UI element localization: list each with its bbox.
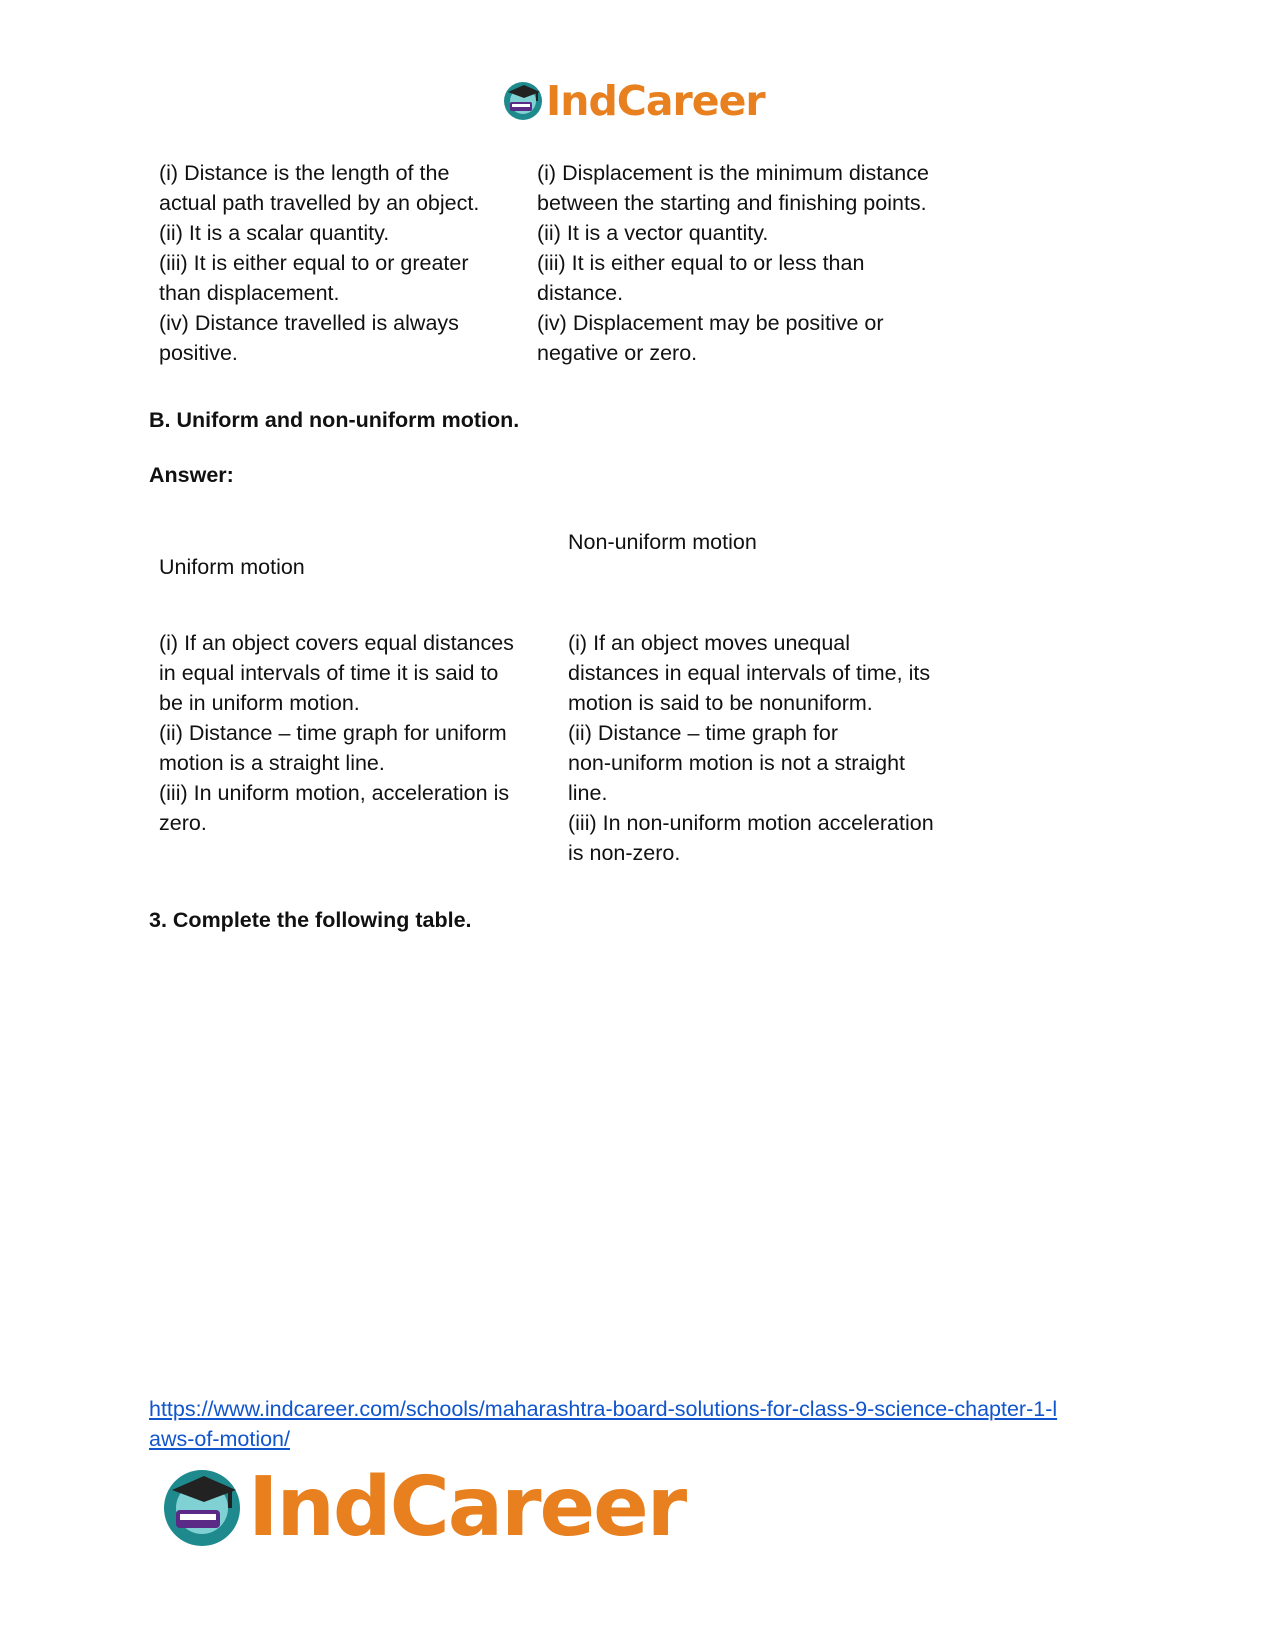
nonuniform-motion-line: line.	[568, 781, 608, 805]
header-logo	[502, 76, 765, 125]
section-b-heading: B. Uniform and non-uniform motion.	[149, 408, 520, 432]
distance-line: than displacement.	[159, 281, 340, 305]
footer-logo	[160, 1460, 686, 1555]
distance-line: (ii) It is a scalar quantity.	[159, 221, 390, 245]
distance-line: (iii) It is either equal to or greater	[159, 251, 469, 275]
graduation-book-icon	[502, 80, 544, 122]
distance-column	[159, 158, 479, 368]
source-url-link[interactable]	[149, 1394, 1057, 1454]
nonuniform-motion-line: (ii) Distance – time graph for	[568, 721, 839, 745]
displacement-line: (ii) It is a vector quantity.	[537, 221, 769, 245]
nonuniform-motion-line: (iii) In non-uniform motion acceleration	[568, 811, 934, 835]
uniform-motion-line: (i) If an object covers equal distances	[159, 631, 514, 655]
displacement-column	[537, 158, 929, 368]
displacement-line: between the starting and finishing points.	[537, 191, 927, 215]
source-url-line-1[interactable]: https://www.indcareer.com/schools/maharashtra-board-solutions-for-class-9-science-chapter-1-l	[149, 1397, 1058, 1421]
displacement-line: (iv) Displacement may be positive or	[537, 311, 884, 335]
uniform-motion-line: motion is a straight line.	[159, 751, 385, 775]
nonuniform-motion-header: Non-uniform motion	[568, 530, 757, 554]
displacement-line: (iii) It is either equal to or less than	[537, 251, 865, 275]
answer-label: Answer:	[149, 463, 234, 487]
uniform-motion-line: in equal intervals of time it is said to	[159, 661, 499, 685]
uniform-motion-line: zero.	[159, 811, 207, 835]
uniform-motion-line: (ii) Distance – time graph for uniform	[159, 721, 507, 745]
nonuniform-motion-line: (i) If an object moves unequal	[568, 631, 851, 655]
footer-brand-name: IndCareer	[248, 1460, 686, 1555]
header-brand-name: IndCareer	[546, 76, 765, 125]
question-3-heading: 3. Complete the following table.	[149, 908, 472, 932]
distance-line: actual path travelled by an object.	[159, 191, 480, 215]
graduation-book-icon	[160, 1466, 244, 1550]
nonuniform-motion-line: non-uniform motion is not a straight	[568, 751, 905, 775]
displacement-line: (i) Displacement is the minimum distance	[537, 161, 929, 185]
nonuniform-motion-line: distances in equal intervals of time, its	[568, 661, 931, 685]
distance-line: (i) Distance is the length of the	[159, 161, 450, 185]
source-url-line-2[interactable]: aws-of-motion/	[149, 1427, 290, 1451]
nonuniform-motion-line: is non-zero.	[568, 841, 681, 865]
uniform-motion-header: Uniform motion	[159, 555, 305, 579]
distance-line: positive.	[159, 341, 238, 365]
nonuniform-motion-line: motion is said to be nonuniform.	[568, 691, 873, 715]
uniform-motion-line: (iii) In uniform motion, acceleration is	[159, 781, 510, 805]
distance-line: (iv) Distance travelled is always	[159, 311, 459, 335]
uniform-motion-column	[159, 628, 514, 838]
nonuniform-motion-column	[568, 628, 934, 868]
displacement-line: distance.	[537, 281, 624, 305]
uniform-motion-line: be in uniform motion.	[159, 691, 360, 715]
displacement-line: negative or zero.	[537, 341, 698, 365]
